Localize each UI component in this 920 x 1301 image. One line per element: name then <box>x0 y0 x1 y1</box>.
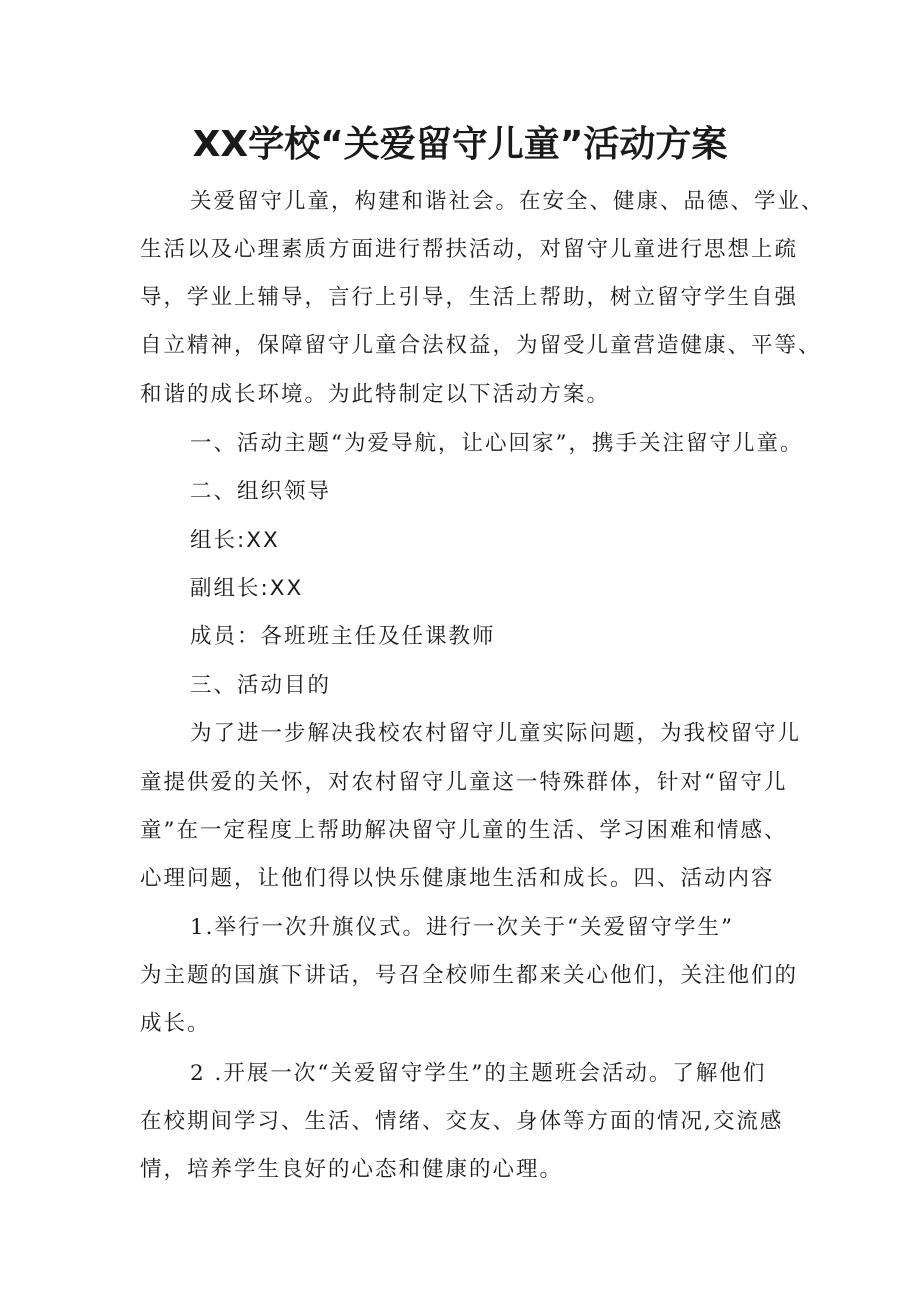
section-heading-theme: 一、活动主题“为爱导航，让心回家”，携手关注留守儿童。 <box>190 431 804 456</box>
paragraph-line-purpose-4: 心理问题，让他们得以快乐健康地生活和成长。四、活动内容 <box>140 866 775 891</box>
deputy-leader-line: 副组长:XX <box>190 576 304 601</box>
activity-item-1-line-1: 1.举行一次升旗仪式。进行一次关于“关爱留守学生” <box>190 915 734 940</box>
paragraph-line-intro-5: 和谐的成长环境。为此特制定以下活动方案。 <box>140 382 611 407</box>
activity-item-2-line-1: 2 .开展一次“关爱留守学生”的主题班会活动。了解他们 <box>190 1061 767 1086</box>
leader-line: 组长:XX <box>190 528 280 553</box>
members-line: 成员：各班班主任及任课教师 <box>190 624 496 649</box>
paragraph-line-intro-2: 生活以及心理素质方面进行帮扶活动，对留守儿童进行思想上疏 <box>140 237 799 262</box>
activity-item-1-line-3: 成长。 <box>140 1011 211 1036</box>
paragraph-line-purpose-3: 童”在一定程度上帮助解决留守儿童的生活、学习困难和情感、 <box>140 818 788 843</box>
activity-item-2-line-2: 在校期间学习、生活、情绪、交友、身体等方面的情况,交流感 <box>140 1109 784 1134</box>
section-heading-purpose: 三、活动目的 <box>190 673 332 698</box>
paragraph-line-purpose-1: 为了进一步解决我校农村留守儿童实际问题，为我校留守儿 <box>190 721 802 746</box>
paragraph-line-intro-3: 导，学业上辅导，言行上引导，生活上帮助，树立留守学生自强 <box>140 285 799 310</box>
paragraph-line-intro-4: 自立精神，保障留守儿童合法权益，为留受儿童营造健康、平等、 <box>140 333 822 358</box>
paragraph-line-purpose-2: 童提供爱的关怀，对农村留守儿童这一特殊群体，针对“留守儿 <box>140 770 788 795</box>
activity-item-2-line-3: 情，培养学生良好的心态和健康的心理。 <box>140 1157 564 1182</box>
document-title: XX学校“关爱留守儿童”活动方案 <box>192 124 728 165</box>
section-heading-organization: 二、组织领导 <box>190 479 332 504</box>
paragraph-line-intro-1: 关爱留守儿童，构建和谐社会。在安全、健康、品德、学业、 <box>190 189 825 214</box>
activity-item-1-line-2: 为主题的国旗下讲话，号召全校师生都来关心他们，关注他们的 <box>140 963 799 988</box>
